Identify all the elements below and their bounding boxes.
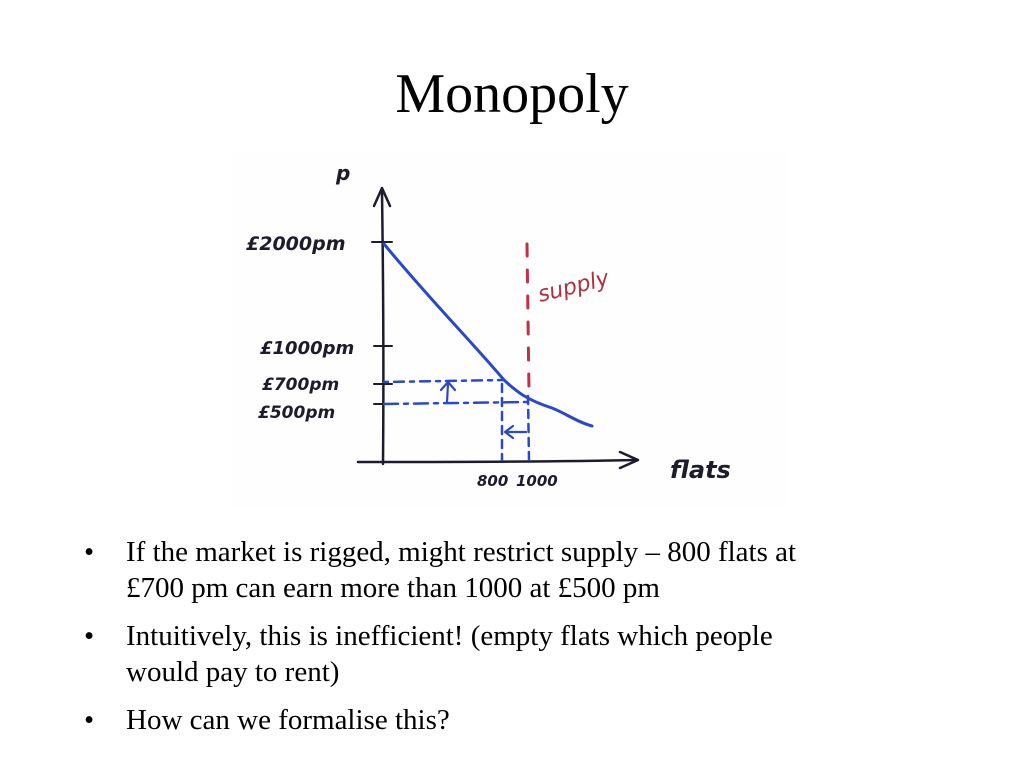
bullet-list	[84, 534, 944, 750]
bullet-text-line: would pay to rent)	[126, 656, 340, 688]
hand-drawn-diagram	[232, 152, 788, 508]
price-line-700	[384, 380, 504, 382]
price-label-500: £500pm	[258, 403, 336, 423]
qty-label-1000: 1000	[516, 472, 558, 490]
y-axis-label: p	[336, 161, 351, 185]
bullet-text-line: £700 pm can earn more than 1000 at £500 pm	[126, 572, 660, 604]
bullet-item	[84, 534, 944, 606]
bullet-text-line: If the market is rigged, might restrict supply – 800 flats at	[126, 536, 797, 568]
bullet-marker: •	[84, 704, 95, 736]
bullet-marker: •	[84, 536, 95, 568]
price-line-500	[384, 402, 528, 404]
quantity-decrease-arrow	[505, 426, 526, 438]
demand-curve	[384, 244, 592, 426]
y-axis	[382, 192, 383, 464]
bullet-item	[84, 618, 944, 690]
price-label-700: £700pm	[262, 375, 340, 395]
diagram-canvas	[232, 152, 788, 508]
bullet-marker: •	[84, 620, 95, 652]
price-label-1000: £1000pm	[260, 338, 355, 359]
bullet-item	[84, 702, 944, 738]
price-increase-arrow	[441, 382, 455, 402]
slide-title: Monopoly	[395, 63, 629, 125]
qty-line-1000	[528, 396, 529, 460]
x-axis	[358, 460, 636, 462]
qty-label-800: 800	[477, 472, 509, 490]
supply-line	[527, 244, 529, 392]
price-label-2000: £2000pm	[246, 233, 346, 255]
bullet-text-line: How can we formalise this?	[126, 704, 450, 736]
supply-label: supply	[535, 266, 612, 308]
x-axis-label: flats	[670, 456, 731, 484]
bullet-text-line: Intuitively, this is inefficient! (empty flats which people	[126, 620, 773, 652]
